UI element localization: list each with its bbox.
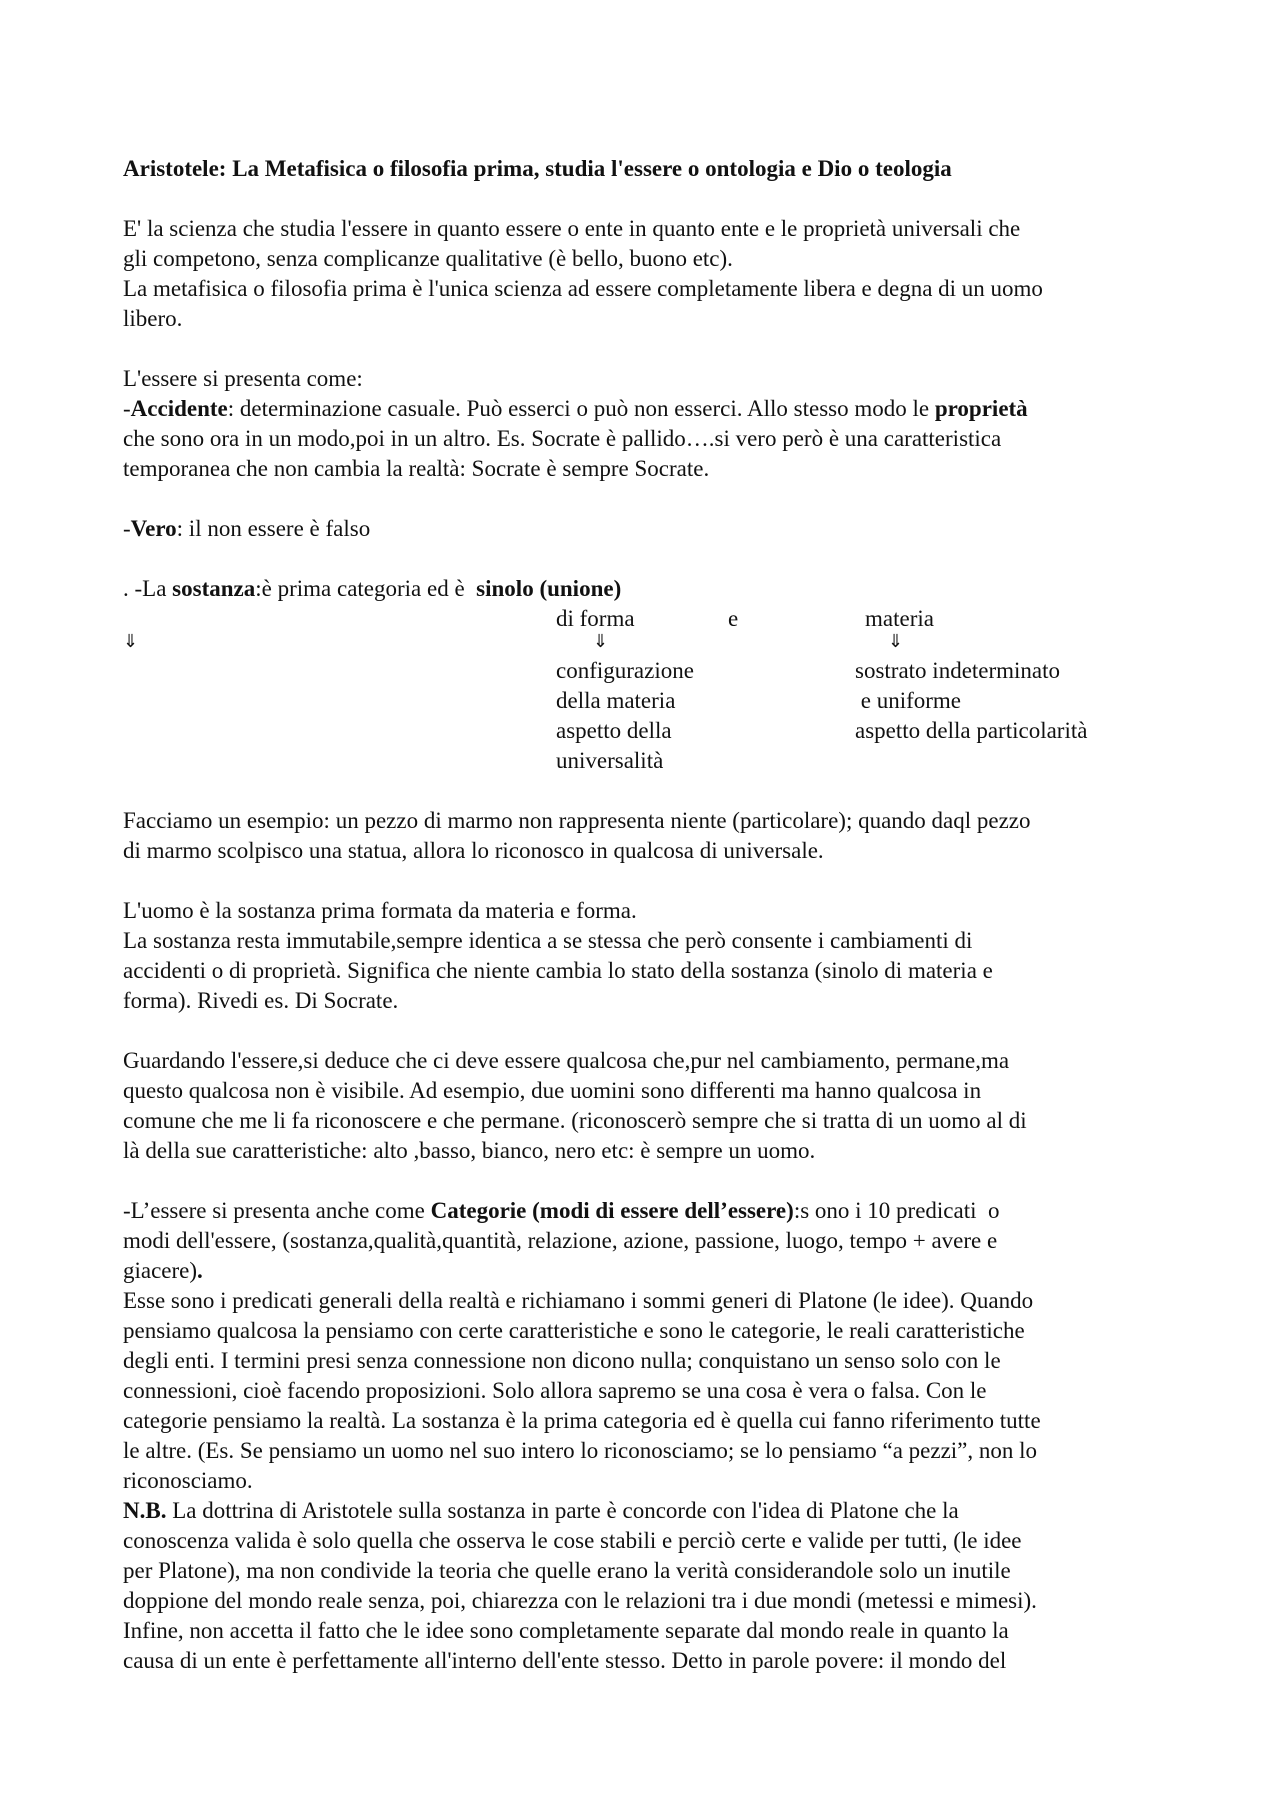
uomo-line: La sostanza resta immutabile,sempre identica a se stessa che però consente i cambiamenti di [123, 928, 973, 953]
nb-line: conoscenza valida è solo quella che osserva le cose stabili e perciò certe e valide per tutti, (le idee [123, 1528, 1022, 1553]
forma-col-line: universalità [556, 748, 664, 773]
intro-line: gli competono, senza complicanze qualitative (è bello, buono etc). [123, 246, 733, 271]
e-label: e [728, 606, 739, 631]
sostanza-prefix: . -La [123, 576, 173, 601]
accidente-line [123, 395, 1028, 423]
categorie-prefix: -L’essere si presenta anche come [123, 1198, 431, 1223]
di-forma-label: di forma [556, 606, 635, 631]
vero-term: Vero [130, 516, 177, 541]
vero-dash: - [123, 516, 131, 541]
accidente-dash: - [123, 396, 131, 421]
materia-col-line: sostrato indeterminato [855, 658, 1061, 683]
nb-line: Infine, non accetta il fatto che le idee sono completamente separate dal mondo reale in quanto la [123, 1618, 1009, 1643]
nb-term: N.B. [123, 1498, 167, 1523]
vero-text: : il non essere è falso [176, 516, 371, 541]
esempio-line: di marmo scolpisco una statua, allora lo riconosco in qualcosa di universale. [123, 838, 824, 863]
sostanza-term: sostanza [172, 576, 256, 601]
down-arrow-icon: ⇓ [888, 631, 904, 652]
guardando-line: questo qualcosa non è visibile. Ad esempio, due uomini sono differenti ma hanno qualcosa in [123, 1078, 982, 1103]
categorie-period: . [197, 1258, 203, 1283]
categorie-term: Categorie (modi di essere dell’essere) [430, 1198, 794, 1223]
nb-line: doppione del mondo reale senza, poi, chiarezza con le relazioni tra i due mondi (metessi e mimesi). [123, 1588, 1037, 1613]
esse-line: categorie pensiamo la realtà. La sostanza è la prima categoria ed è quella cui fanno riferimento tutte [123, 1408, 1041, 1433]
vero-line [123, 515, 370, 543]
intro-line: La metafisica o filosofia prima è l'unica scienza ad essere completamente libera e degna di un uomo [123, 276, 1043, 301]
accidente-term: Accidente [130, 396, 228, 421]
forma-col-line: configurazione [556, 658, 694, 683]
presenta-line: L'essere si presenta come: [123, 366, 363, 391]
esse-line: pensiamo qualcosa la pensiamo con certe caratteristiche e sono le categorie, le reali caratteristiche [123, 1318, 1025, 1343]
uomo-line: forma). Rivedi es. Di Socrate. [123, 988, 399, 1013]
materia-label: materia [865, 606, 934, 631]
materia-col-line: e uniforme [855, 688, 962, 713]
nb-line: causa di un ente è perfettamente all'interno dell'ente stesso. Detto in parole povere: il mondo del [123, 1648, 1007, 1673]
accidente-line: temporanea che non cambia la realtà: Socrate è sempre Socrate. [123, 456, 710, 481]
sinolo-term: sinolo (unione) [476, 576, 622, 601]
nb-line [123, 1497, 959, 1525]
guardando-line: comune che me li fa riconoscere e che permane. (riconoscerò sempre che si tratta di un uomo al di [123, 1108, 1027, 1133]
accidente-line: che sono ora in un modo,poi in un altro. Es. Socrate è pallido….si vero però è una caratteristica [123, 426, 1002, 451]
intro-line: E' la scienza che studia l'essere in quanto essere o ente in quanto ente e le proprietà universali che [123, 216, 1021, 241]
uomo-line: accidenti o di proprietà. Significa che niente cambia lo stato della sostanza (sinolo di materia e [123, 958, 993, 983]
intro-line: libero. [123, 306, 183, 331]
esempio-line: Facciamo un esempio: un pezzo di marmo non rappresenta niente (particolare); quando daql pezzo [123, 808, 1031, 833]
uomo-line: L'uomo è la sostanza prima formata da materia e forma. [123, 898, 637, 923]
nb-line: per Platone), ma non condivide la teoria che quelle erano la verità considerandole solo un inutile [123, 1558, 1011, 1583]
accidente-text: : determinazione casuale. Può esserci o può non esserci. Allo stesso modo le [227, 396, 935, 421]
esse-line: le altre. (Es. Se pensiamo un uomo nel suo intero lo riconosciamo; se lo pensiamo “a pezzi”, non lo [123, 1438, 1038, 1463]
esse-line: Esse sono i predicati generali della realtà e richiamano i sommi generi di Platone (le idee). Quando [123, 1288, 1034, 1313]
forma-col-line: della materia [556, 688, 676, 713]
down-arrow-icon: ⇓ [123, 631, 139, 652]
esse-line: riconosciamo. [123, 1468, 253, 1493]
nb-text: La dottrina di Aristotele sulla sostanza in parte è concorde con l'idea di Platone che la [166, 1498, 959, 1523]
forma-col-line: aspetto della [556, 718, 672, 743]
guardando-line: là della sue caratteristiche: alto ,basso, bianco, nero etc: è sempre un uomo. [123, 1138, 816, 1163]
categorie-suffix: :s ono i 10 predicati o [793, 1198, 1000, 1223]
sostanza-line [123, 575, 621, 603]
document-title: Aristotele: La Metafisica o filosofia prima, studia l'essere o ontologia e Dio o teologia [123, 156, 952, 181]
esse-line: degli enti. I termini presi senza connessione non dicono nulla; conquistano un senso solo con le [123, 1348, 1001, 1373]
sostanza-mid: :è prima categoria ed è [255, 576, 477, 601]
categorie-line [123, 1197, 1000, 1225]
categorie-line [123, 1257, 203, 1285]
categorie-line3: giacere) [123, 1258, 198, 1283]
esse-line: connessioni, cioè facendo proposizioni. Solo allora sapremo se una cosa è vera o falsa. Con le [123, 1378, 987, 1403]
down-arrow-icon: ⇓ [593, 631, 609, 652]
guardando-line: Guardando l'essere,si deduce che ci deve essere qualcosa che,pur nel cambiamento, permane,ma [123, 1048, 1010, 1073]
categorie-line: modi dell'essere, (sostanza,qualità,quantità, relazione, azione, passione, luogo, tempo + avere e [123, 1228, 998, 1253]
proprieta-term: proprietà [934, 396, 1028, 421]
materia-col-line: aspetto della particolarità [855, 718, 1088, 743]
